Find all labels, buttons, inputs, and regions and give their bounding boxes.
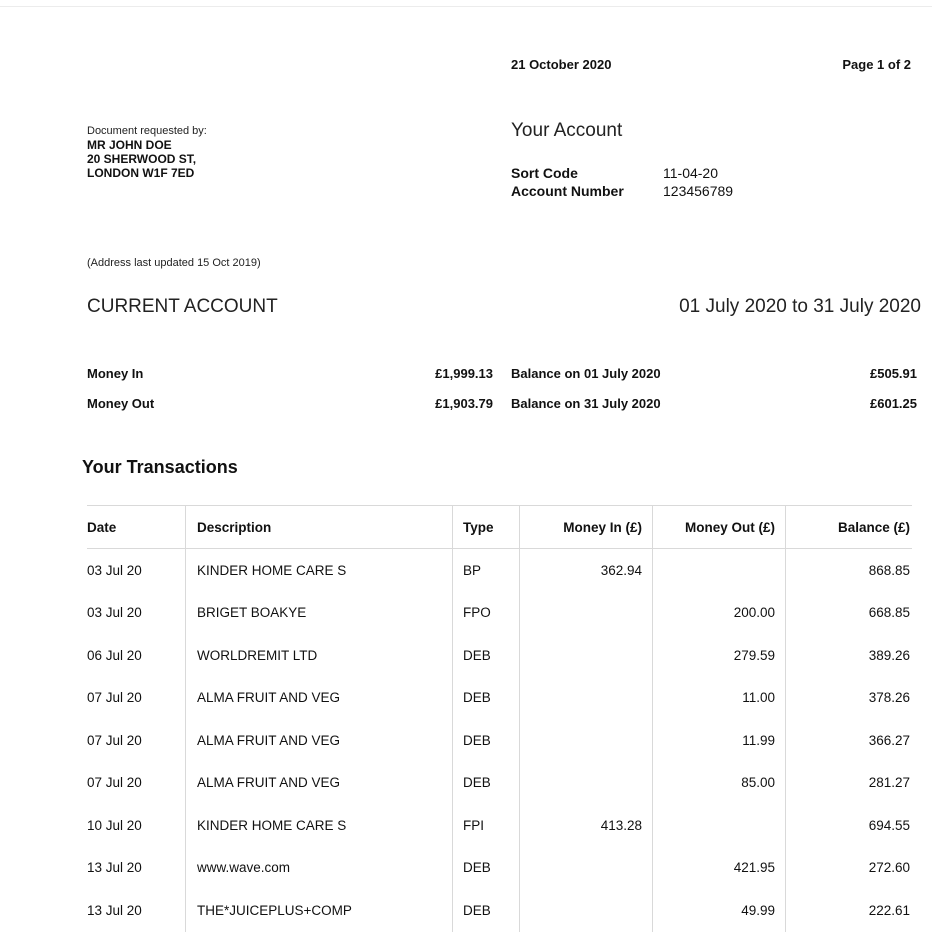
cell-money-out: 421.95 xyxy=(653,847,786,890)
sort-code-label: Sort Code xyxy=(511,165,578,181)
address-updated-note: (Address last updated 15 Oct 2019) xyxy=(87,257,261,269)
table-header-row xyxy=(87,506,912,549)
cell-description: BRIGET BOAKYE xyxy=(186,592,453,635)
account-number-value: 123456789 xyxy=(663,183,734,199)
table-row xyxy=(87,847,912,890)
cell-date: 07 Jul 20 xyxy=(87,732,142,748)
sort-code-row xyxy=(511,164,733,182)
opening-balance-label: Balance on 01 July 2020 xyxy=(511,366,661,381)
money-out-label: Money Out xyxy=(87,396,155,411)
cell-money-out: 200.00 xyxy=(653,592,786,635)
account-type: CURRENT ACCOUNT xyxy=(87,296,278,317)
transactions-table xyxy=(87,505,912,932)
cell-money-out: 11.00 xyxy=(653,677,786,720)
col-description: Description xyxy=(186,506,453,549)
col-date: Date xyxy=(87,506,186,549)
cell-money-out xyxy=(653,549,786,592)
money-in-label: Money In xyxy=(87,366,144,381)
top-divider xyxy=(0,6,932,7)
cell-balance: 222.61 xyxy=(786,889,913,932)
closing-balance-label: Balance on 31 July 2020 xyxy=(511,396,661,411)
cell-money-out: 279.59 xyxy=(653,634,786,677)
cell-money-out: 49.99 xyxy=(653,889,786,932)
cell-money-in: 413.28 xyxy=(520,804,653,847)
summary-row-in xyxy=(87,366,917,396)
cell-type: DEB xyxy=(453,762,520,805)
cell-balance: 868.85 xyxy=(786,549,913,592)
table-row xyxy=(87,677,912,720)
requester-block xyxy=(87,124,207,180)
statement-period: 01 July 2020 to 31 July 2020 xyxy=(679,296,921,317)
cell-description: THE*JUICEPLUS+COMP xyxy=(186,889,453,932)
sort-code-value: 11-04-20 xyxy=(663,165,719,181)
page-indicator: Page 1 of 2 xyxy=(842,57,911,72)
cell-money-in xyxy=(520,592,653,635)
cell-date: 07 Jul 20 xyxy=(87,775,142,791)
cell-description: ALMA FRUIT AND VEG xyxy=(186,677,453,720)
cell-balance: 378.26 xyxy=(786,677,913,720)
cell-money-in: 362.94 xyxy=(520,549,653,592)
cell-money-in xyxy=(520,634,653,677)
cell-date: 13 Jul 20 xyxy=(87,902,142,918)
table-row xyxy=(87,889,912,932)
money-in-value: £1,999.13 xyxy=(435,366,493,381)
cell-type: DEB xyxy=(453,634,520,677)
cell-money-in xyxy=(520,677,653,720)
cell-description: ALMA FRUIT AND VEG xyxy=(186,762,453,805)
closing-balance-value: £601.25 xyxy=(870,396,917,411)
cell-money-in xyxy=(520,762,653,805)
cell-money-in xyxy=(520,719,653,762)
requester-label: Document requested by: xyxy=(87,125,207,137)
cell-balance: 281.27 xyxy=(786,762,913,805)
cell-money-in xyxy=(520,889,653,932)
cell-date: 06 Jul 20 xyxy=(87,647,142,663)
table-row xyxy=(87,549,912,592)
table-row xyxy=(87,762,912,805)
requester-street: 20 SHERWOOD ST, xyxy=(87,152,197,166)
cell-date: 07 Jul 20 xyxy=(87,690,142,706)
cell-date: 03 Jul 20 xyxy=(87,605,142,621)
account-number-label: Account Number xyxy=(511,183,624,199)
cell-date: 03 Jul 20 xyxy=(87,562,142,578)
cell-money-in xyxy=(520,847,653,890)
cell-description: www.wave.com xyxy=(186,847,453,890)
col-balance: Balance (£) xyxy=(786,506,913,549)
opening-balance-value: £505.91 xyxy=(870,366,917,381)
transactions-heading: Your Transactions xyxy=(82,457,238,477)
cell-balance: 272.60 xyxy=(786,847,913,890)
cell-money-out xyxy=(653,804,786,847)
col-type: Type xyxy=(453,506,520,549)
table-row xyxy=(87,719,912,762)
requester-name: MR JOHN DOE xyxy=(87,138,172,152)
table-row xyxy=(87,804,912,847)
cell-date: 10 Jul 20 xyxy=(87,817,142,833)
cell-money-out: 11.99 xyxy=(653,719,786,762)
cell-description: WORLDREMIT LTD xyxy=(186,634,453,677)
table-row xyxy=(87,634,912,677)
cell-type: FPO xyxy=(453,592,520,635)
cell-balance: 366.27 xyxy=(786,719,913,762)
cell-balance: 389.26 xyxy=(786,634,913,677)
cell-description: KINDER HOME CARE S xyxy=(186,804,453,847)
cell-type: DEB xyxy=(453,719,520,762)
money-out-value: £1,903.79 xyxy=(435,396,493,411)
col-money-out: Money Out (£) xyxy=(653,506,786,549)
cell-type: BP xyxy=(453,549,520,592)
cell-type: DEB xyxy=(453,677,520,720)
cell-type: DEB xyxy=(453,889,520,932)
requester-city: LONDON W1F 7ED xyxy=(87,166,195,180)
account-title: Your Account xyxy=(511,120,623,141)
summary-row-out xyxy=(87,396,917,426)
statement-date: 21 October 2020 xyxy=(511,57,612,72)
cell-type: FPI xyxy=(453,804,520,847)
account-summary xyxy=(87,366,917,426)
account-number-row xyxy=(511,182,733,200)
table-row xyxy=(87,592,912,635)
cell-money-out: 85.00 xyxy=(653,762,786,805)
cell-balance: 668.85 xyxy=(786,592,913,635)
cell-description: ALMA FRUIT AND VEG xyxy=(186,719,453,762)
cell-date: 13 Jul 20 xyxy=(87,860,142,876)
account-details xyxy=(511,164,733,200)
cell-balance: 694.55 xyxy=(786,804,913,847)
cell-type: DEB xyxy=(453,847,520,890)
cell-description: KINDER HOME CARE S xyxy=(186,549,453,592)
col-money-in: Money In (£) xyxy=(520,506,653,549)
